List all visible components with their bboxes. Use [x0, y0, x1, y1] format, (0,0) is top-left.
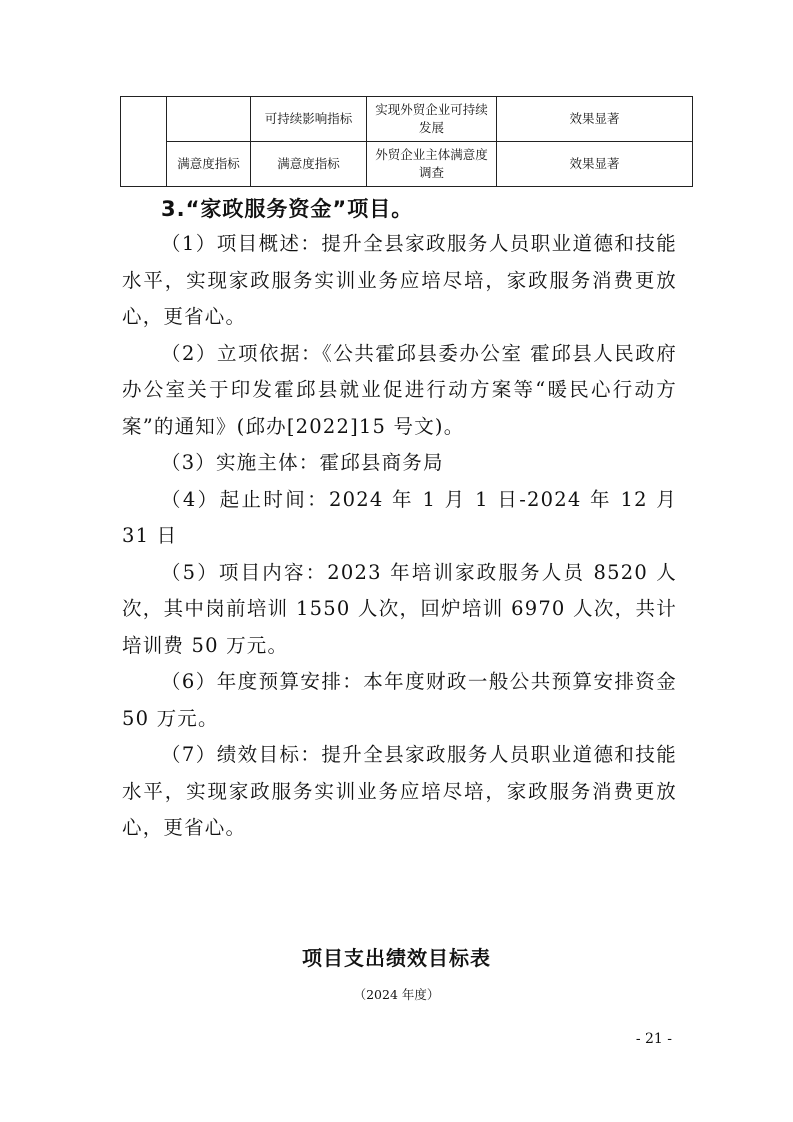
- section-body: [122, 226, 677, 847]
- paragraph-entity: （3）实施主体：霍邱县商务局: [161, 451, 444, 474]
- table-cell: 外贸企业主体满意度调查: [367, 142, 497, 187]
- paragraph-overview: （1）项目概述：提升全县家政服务人员职业道德和技能水平，实现家政服务实训业务应培尽培，家政服务消费更放心，更省心。: [122, 232, 677, 328]
- table-year: （2024 年度）: [353, 987, 440, 1002]
- table-row: [121, 97, 693, 142]
- table-cell: 满意度指标: [251, 142, 367, 187]
- paragraph-content: （5）项目内容：2023 年培训家政服务人员 8520 人次，其中岗前培训 1550 人次，回炉培训 6970 人次，共计培训费 50 万元。: [122, 560, 677, 657]
- table-cell: 效果显著: [497, 97, 693, 142]
- table-cell: 效果显著: [497, 142, 693, 187]
- paragraph-goal: （7）绩效目标：提升全县家政服务人员职业道德和技能水平，实现家政服务实训业务应培尽培，家政服务消费更放心，更省心。: [122, 743, 677, 839]
- table-row: [121, 142, 693, 187]
- performance-table: [120, 96, 693, 187]
- table-cell: 可持续影响指标: [251, 97, 367, 142]
- section-heading: 3.“家政服务资金”项目。: [161, 197, 414, 221]
- table-title: 项目支出绩效目标表: [302, 946, 491, 970]
- table-cell: [121, 97, 167, 187]
- paragraph-period: （4）起止时间：2024 年 1 月 1 日-2024 年 12 月 31 日: [122, 487, 677, 547]
- table-cell: 满意度指标: [167, 142, 251, 187]
- table-cell: [167, 97, 251, 142]
- table-cell: 实现外贸企业可持续发展: [367, 97, 497, 142]
- paragraph-basis: （2）立项依据：《公共霍邱县委办公室 霍邱县人民政府办公室关于印发霍邱县就业促进行动方案等“暖民心行动方案”的通知》(邱办[2022]15 号文)。: [122, 341, 677, 438]
- page-number: - 21 -: [635, 1031, 672, 1047]
- paragraph-budget: （6）年度预算安排：本年度财政一般公共预算安排资金 50 万元。: [122, 670, 677, 730]
